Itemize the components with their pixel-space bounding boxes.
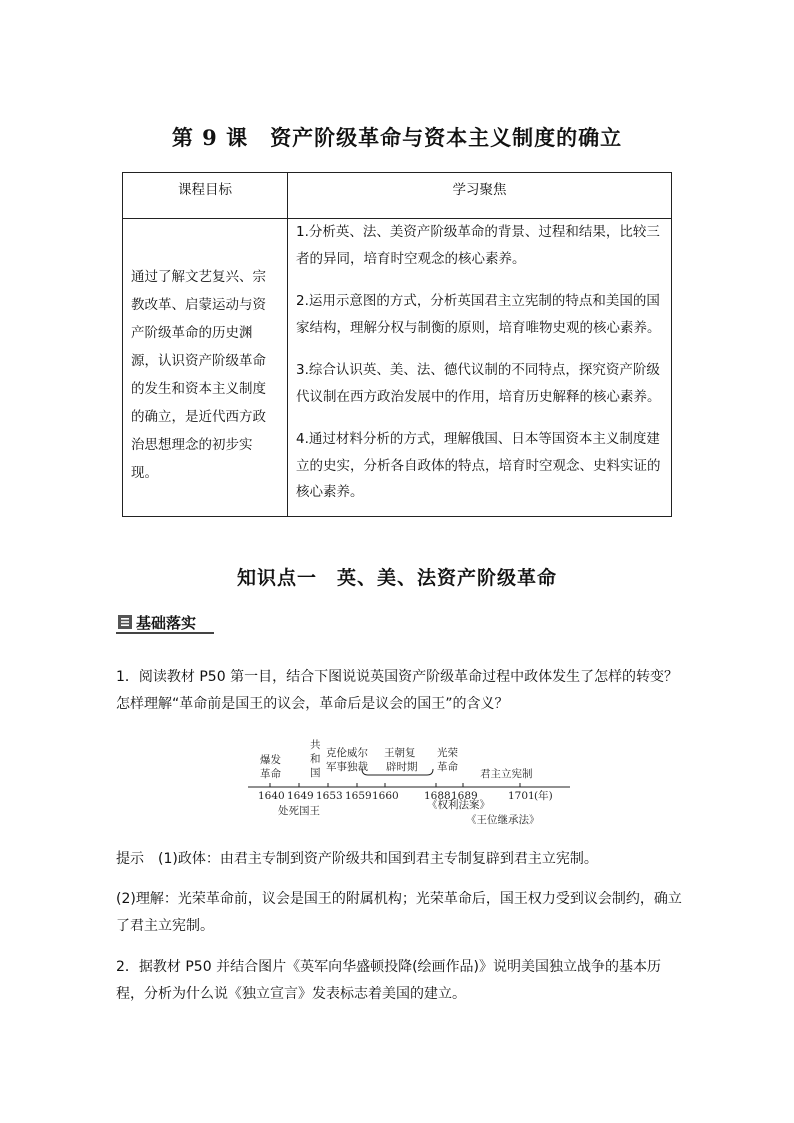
focus-cell	[288, 219, 672, 517]
year-label: 1689	[451, 790, 478, 802]
year-label: 1688	[424, 790, 451, 802]
question-2: 2．据教材 P50 并结合图片《英军向华盛顿投降(绘画作品)》说明美国独立战争的基本历程，分析为什么说《独立宣言》发表标志着美国的建立。	[116, 959, 661, 1002]
focus-item: 2.运用示意图的方式，分析英国君主立宪制的特点和美国的国家结构，理解分权与制衡的原则，培育唯物史观的核心素养。	[296, 293, 661, 336]
event-cromwell: 军事独裁	[326, 761, 368, 773]
event-act-of-settlement: 《王位继承法》	[466, 814, 540, 826]
year-label: 1701	[508, 790, 535, 802]
lesson-title: 第 9 课 资产阶级革命与资本主义制度的确立	[171, 125, 623, 150]
year-label: 1660	[372, 790, 399, 802]
focus-item: 1.分析英、法、美资产阶级革命的背景、过程和结果，比较三者的异同，培育时空观念的核心素养。	[296, 224, 660, 267]
hint-1: 提示 (1)政体：由君主专制到资产阶级共和国到君主专制复辟到君主立宪制。	[116, 851, 598, 867]
event-constitutional: 君主立宪制	[480, 768, 533, 780]
goal-cell	[123, 219, 288, 517]
goal-text: 通过了解文艺复兴、宗教改革、启蒙运动与资产阶级革命的历史渊源，认识资产阶级革命的发生和资本主义制度的确立，是近代西方政治思想理念的初步实现。	[131, 269, 266, 481]
goals-table	[122, 172, 672, 517]
section-title: 知识点一 英、美、法资产阶级革命	[236, 567, 557, 589]
event-cromwell: 克伦威尔	[326, 747, 368, 759]
heading-underline	[116, 632, 214, 634]
question-1: 1．阅读教材 P50 第一目，结合下图说说英国资产阶级革命过程中政体发生了怎样的转变？怎样理解“革命前是国王的议会，革命后是议会的国王”的含义？	[116, 669, 679, 712]
event-outbreak: 革命	[260, 768, 281, 780]
year-unit: (年)	[534, 790, 553, 802]
event-outbreak: 爆发	[260, 754, 281, 766]
hint-2: (2)理解：光荣革命前，议会是国王的附属机构；光荣革命后，国王权力受到议会制约，确立了君主立宪制。	[116, 891, 682, 934]
focus-header: 学习聚焦	[288, 173, 672, 219]
event-republic: 和	[310, 753, 321, 765]
year-label: 1640	[258, 790, 285, 802]
event-restoration: 王朝复	[384, 747, 416, 759]
event-glorious: 光荣	[437, 747, 458, 759]
basics-label: 基础落实	[136, 614, 197, 632]
event-republic: 共	[310, 739, 321, 751]
goal-header: 课程目标	[123, 173, 288, 219]
event-republic: 国	[310, 767, 321, 779]
timeline-diagram	[244, 733, 574, 833]
focus-item: 4.通过材料分析的方式，理解俄国、日本等国资本主义制度建立的史实，分析各自政体的特点，培育时空观念、史料实证的核心素养。	[296, 431, 661, 500]
event-glorious: 革命	[437, 761, 458, 773]
year-label: 1649	[287, 790, 314, 802]
basics-heading	[116, 612, 214, 634]
event-bill-of-rights: 《权利法案》	[427, 799, 490, 811]
focus-item: 3.综合认识英、美、法、德代议制的不同特点，探究资产阶级代议制在西方政治发展中的作用，培育历史解释的核心素养。	[296, 362, 661, 405]
event-execution: 处死国王	[278, 805, 320, 817]
list-icon	[118, 615, 132, 629]
year-label: 1659	[345, 790, 372, 802]
event-restoration: 辟时期	[386, 761, 418, 773]
year-label: 1653	[316, 790, 343, 802]
